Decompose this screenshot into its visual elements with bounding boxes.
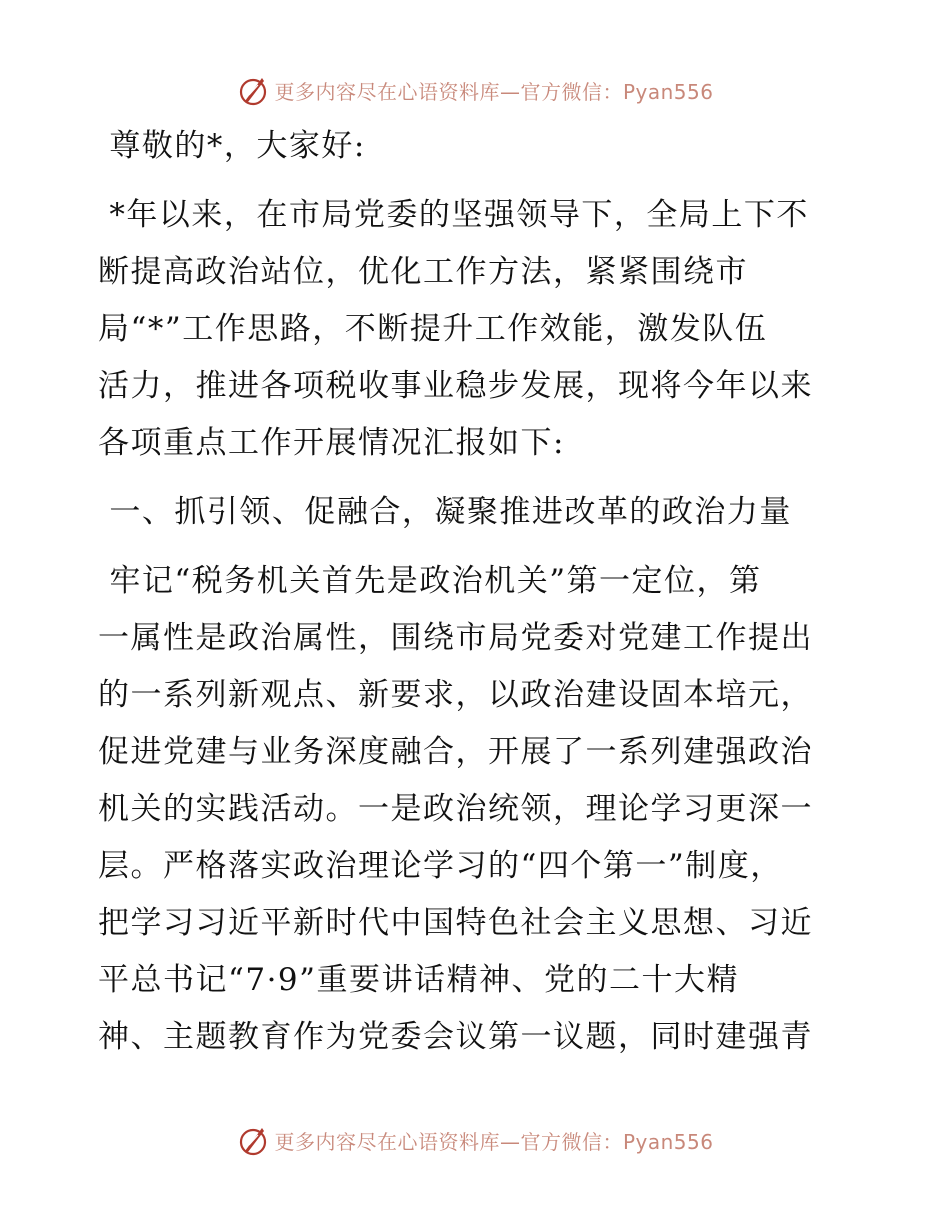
text-line: 把学习习近平新时代中国特色社会主义思想、习近 xyxy=(98,905,813,941)
text-line: 促进党建与业务深度融合，开展了一系列建强政治 xyxy=(98,734,813,770)
section-paragraph xyxy=(98,553,858,1066)
feather-pen-logo-icon xyxy=(236,1123,270,1157)
text-line: 平总书记“7·9”重要讲话精神、党的二十大精 xyxy=(98,962,739,998)
watermark-text: 更多内容尽在心语资料库—官方微信：Pyan556 xyxy=(274,1129,714,1154)
text-line: 神、主题教育作为党委会议第一议题，同时建强青 xyxy=(98,1019,813,1055)
text-line: 的一系列新观点、新要求，以政治建设固本培元， xyxy=(98,677,813,713)
intro-paragraph xyxy=(98,187,858,472)
text-line: 各项重点工作开展情况汇报如下: xyxy=(98,425,565,461)
text-line: 断提高政治站位，优化工作方法，紧紧围绕市 xyxy=(98,254,748,290)
text-line: 牢记“税务机关首先是政治机关”第一定位，第 xyxy=(98,563,762,599)
text-line: 局“*”工作思路，不断提升工作效能，激发队伍 xyxy=(98,311,768,347)
footer-watermark-banner xyxy=(0,1120,950,1160)
text-line: 层。严格落实政治理论学习的“四个第一”制度， xyxy=(98,848,783,884)
greeting-line: 尊敬的*，大家好: xyxy=(98,128,366,164)
watermark-text: 更多内容尽在心语资料库—官方微信：Pyan556 xyxy=(274,79,714,104)
header-watermark-banner xyxy=(0,70,950,110)
text-line: 活力，推进各项税收事业稳步发展，现将今年以来 xyxy=(98,368,813,404)
feather-pen-logo-icon xyxy=(236,73,270,107)
text-line: 一属性是政治属性，围绕市局党委对党建工作提出 xyxy=(98,620,813,656)
document-body xyxy=(98,118,858,1066)
text-line: 机关的实践活动。一是政治统领，理论学习更深一 xyxy=(98,791,813,827)
section-heading: 一、抓引领、促融合，凝聚推进改革的政治力量 xyxy=(98,494,792,530)
text-line: *年以来，在市局党委的坚强领导下，全局上下不 xyxy=(98,197,809,233)
